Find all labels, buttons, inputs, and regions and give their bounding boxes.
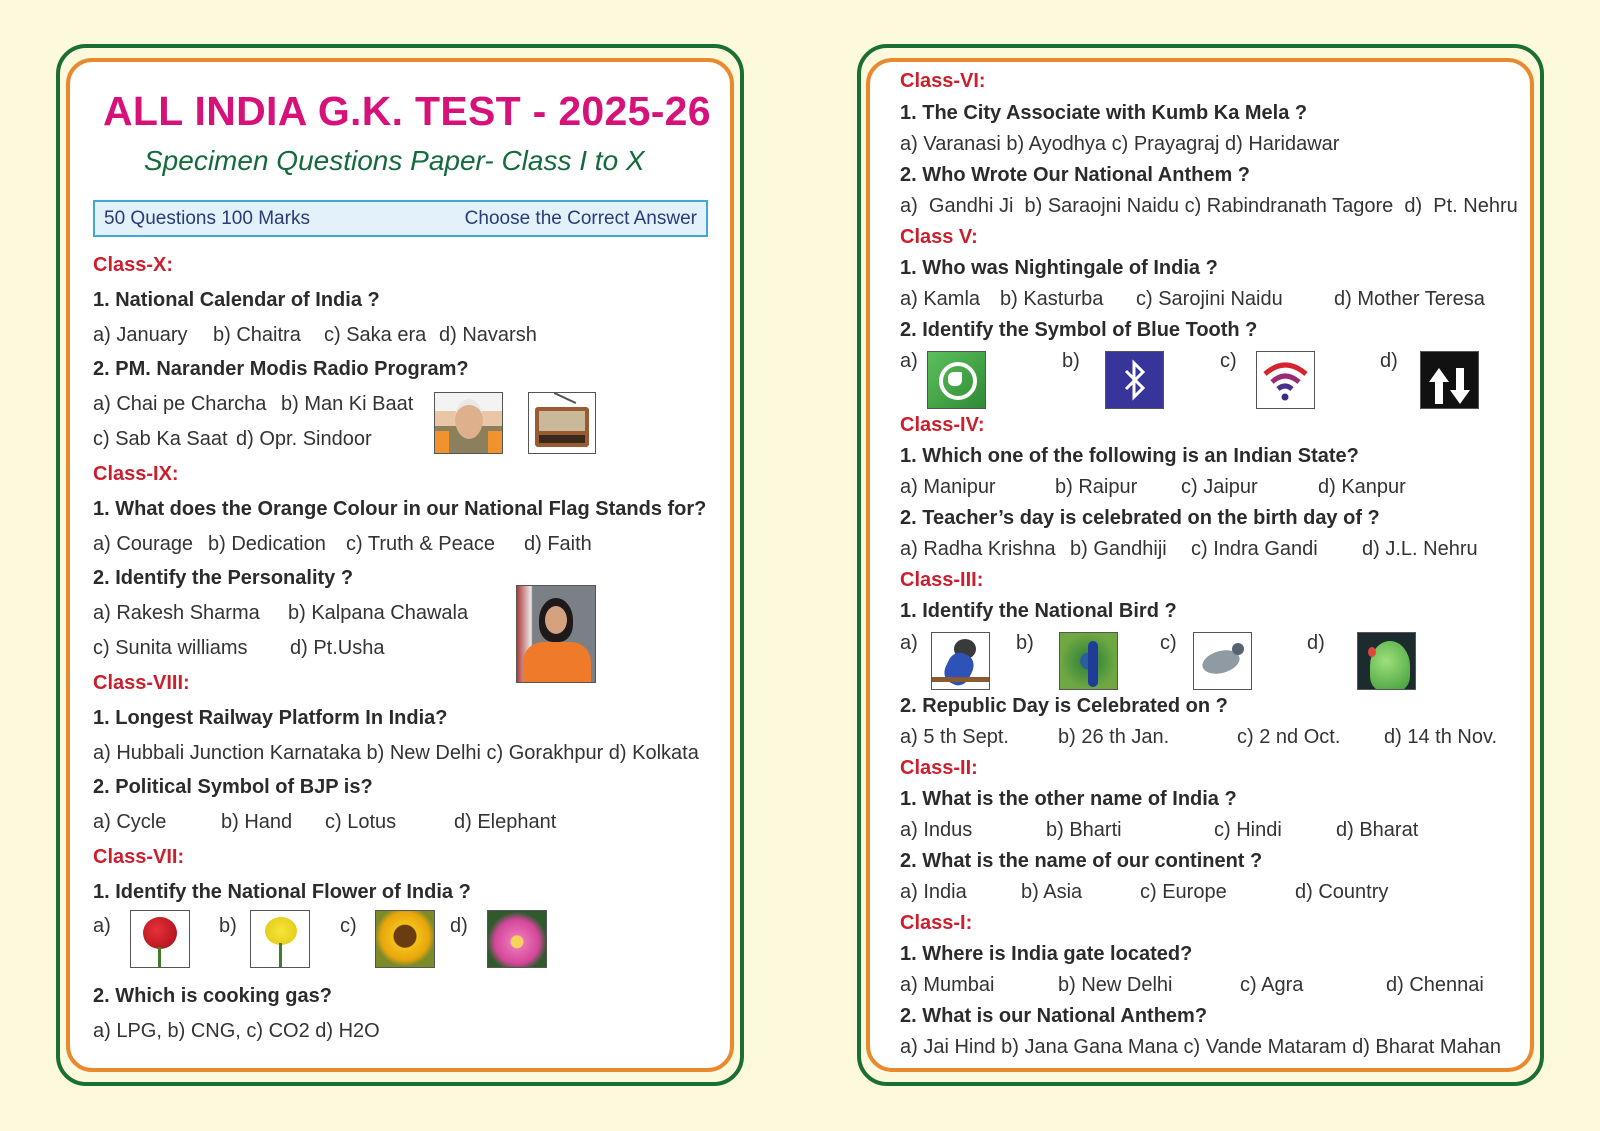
option: c) Sarojini Naidu	[1136, 288, 1283, 310]
astronaut-photo	[516, 585, 596, 683]
option-label: a)	[900, 350, 918, 372]
class-x-heading: Class-X:	[93, 254, 174, 276]
option: b) Asia	[1021, 881, 1083, 903]
whatsapp-icon	[927, 351, 986, 409]
option-label: b)	[1016, 632, 1034, 654]
info-box	[93, 200, 708, 237]
option: b) Gandhiji	[1070, 538, 1167, 560]
class-v-q1: 1. Who was Nightingale of India ?	[900, 257, 1218, 279]
option: d) Navarsh	[439, 324, 537, 346]
marks-info: 50 Questions 100 Marks	[104, 208, 310, 229]
class-iv-heading: Class-IV:	[900, 414, 985, 436]
option: b) Chaitra	[213, 324, 301, 346]
sunflower-image	[375, 910, 435, 968]
option: c) Europe	[1140, 881, 1227, 903]
class-vi-q2: 2. Who Wrote Our National Anthem ?	[900, 164, 1250, 186]
lily-image	[250, 910, 310, 968]
option: c) Jaipur	[1181, 476, 1258, 498]
option-label: b)	[1062, 350, 1080, 372]
class-i-q2: 2. What is our National Anthem?	[900, 1005, 1208, 1027]
option: a) Radha Krishna	[900, 538, 1056, 560]
option: b) 26 th Jan.	[1058, 726, 1170, 748]
option: c) Agra	[1240, 974, 1304, 996]
option: d) J.L. Nehru	[1362, 538, 1478, 560]
data-transfer-icon	[1420, 351, 1479, 409]
option-label: a)	[900, 632, 918, 654]
class-v-heading: Class V:	[900, 226, 978, 248]
option: b) New Delhi	[1058, 974, 1173, 996]
option: b) Kalpana Chawala	[288, 602, 469, 624]
class-ii-q1: 1. What is the other name of India ?	[900, 788, 1237, 810]
option-label: c)	[1160, 632, 1177, 654]
lovebird-image	[931, 632, 990, 690]
class-viii-q1: 1. Longest Railway Platform In India?	[93, 707, 448, 729]
narendra-modi-photo	[434, 392, 503, 454]
class-iv-q1: 1. Which one of the following is an Indian State?	[900, 445, 1359, 467]
option: c) Indra Gandi	[1191, 538, 1318, 560]
option: d) 14 th Nov.	[1384, 726, 1498, 748]
class-i-q1: 1. Where is India gate located?	[900, 943, 1193, 965]
option-label: c)	[340, 915, 357, 937]
class-ix-q2: 2. Identify the Personality ?	[93, 567, 354, 589]
option: b) Raipur	[1055, 476, 1138, 498]
option-label: d)	[1307, 632, 1325, 654]
option: c) Truth & Peace	[346, 533, 495, 555]
option: d) Chennai	[1386, 974, 1484, 996]
class-ii-q2: 2. What is the name of our continent ?	[900, 850, 1263, 872]
option: d) Kanpur	[1318, 476, 1406, 498]
lotus-image	[487, 910, 547, 968]
class-vi-q1: 1. The City Associate with Kumb Ka Mela ?	[900, 102, 1308, 124]
rose-image	[130, 910, 190, 968]
class-viii-heading: Class-VIII:	[93, 672, 190, 694]
option: b) Man Ki Baat	[281, 393, 414, 415]
option: a) January	[93, 324, 188, 346]
option: c) Sunita williams	[93, 637, 248, 659]
option: b) Dedication	[208, 533, 326, 555]
option: d) Bharat	[1336, 819, 1419, 841]
option: a) Courage	[93, 533, 194, 555]
option: d) Mother Teresa	[1334, 288, 1485, 310]
bluetooth-icon	[1105, 351, 1164, 409]
wifi-icon	[1256, 351, 1315, 409]
class-vii-q2: 2. Which is cooking gas?	[93, 985, 332, 1007]
option: a) Gandhi Ji b) Saraojni Naidu c) Rabindranath Tagore d) Pt. Nehru	[900, 195, 1518, 217]
class-ix-heading: Class-IX:	[93, 463, 179, 485]
option: c) Saka era	[324, 324, 427, 346]
option-label: d)	[450, 915, 468, 937]
option: a) Hubbali Junction Karnataka b) New Delhi c) Gorakhpur d) Kolkata	[93, 742, 699, 764]
option-label: d)	[1380, 350, 1398, 372]
option-label: b)	[219, 915, 237, 937]
class-iii-q2: 2. Republic Day is Celebrated on ?	[900, 695, 1228, 717]
class-vi-heading: Class-VI:	[900, 70, 986, 92]
option: d) Faith	[524, 533, 592, 555]
class-i-heading: Class-I:	[900, 912, 973, 934]
option: a) Kamla	[900, 288, 981, 310]
option: a) Mumbai	[900, 974, 995, 996]
option: b) Kasturba	[1000, 288, 1104, 310]
option: a) India	[900, 881, 967, 903]
option: a) Cycle	[93, 811, 167, 833]
option: c) Sab Ka Saat	[93, 428, 228, 450]
option: a) 5 th Sept.	[900, 726, 1009, 748]
option: a) Chai pe Charcha	[93, 393, 267, 415]
option: d) Elephant	[454, 811, 557, 833]
pigeon-image	[1193, 632, 1252, 690]
option: d) Pt.Usha	[290, 637, 385, 659]
option: a) Manipur	[900, 476, 996, 498]
class-ii-heading: Class-II:	[900, 757, 978, 779]
option: b) Hand	[221, 811, 293, 833]
option: a) Rakesh Sharma	[93, 602, 260, 624]
page-subtitle: Specimen Questions Paper- Class I to X	[144, 145, 645, 176]
option: a) LPG, b) CNG, c) CO2 d) H2O	[93, 1020, 380, 1042]
instruction-info: Choose the Correct Answer	[464, 208, 697, 229]
option: c) 2 nd Oct.	[1237, 726, 1341, 748]
option: c) Lotus	[325, 811, 397, 833]
option: a) Jai Hind b) Jana Gana Mana c) Vande Mataram d) Bharat Mahan	[900, 1036, 1502, 1058]
option-label: a)	[93, 915, 111, 937]
option: a) Varanasi b) Ayodhya c) Prayagraj d) Haridawar	[900, 133, 1340, 155]
class-vii-heading: Class-VII:	[93, 846, 185, 868]
class-ix-q1: 1. What does the Orange Colour in our National Flag Stands for?	[93, 498, 707, 520]
class-iii-q1: 1. Identify the National Bird ?	[900, 600, 1177, 622]
class-iii-heading: Class-III:	[900, 569, 984, 591]
class-viii-q2: 2. Political Symbol of BJP is?	[93, 776, 373, 798]
option: a) Indus	[900, 819, 973, 841]
option: c) Hindi	[1214, 819, 1282, 841]
option-label: c)	[1220, 350, 1237, 372]
class-vii-q1: 1. Identify the National Flower of India ?	[93, 881, 471, 903]
class-x-q2: 2. PM. Narander Modis Radio Program?	[93, 358, 469, 380]
class-x-q1: 1. National Calendar of India ?	[93, 289, 380, 311]
peacock-image	[1059, 632, 1118, 690]
option: d) Country	[1295, 881, 1389, 903]
page-title: ALL INDIA G.K. TEST - 2025-26	[103, 88, 711, 134]
vintage-radio-photo	[528, 392, 596, 454]
parrot-image	[1357, 632, 1416, 690]
option: b) Bharti	[1046, 819, 1122, 841]
class-v-q2: 2. Identify the Symbol of Blue Tooth ?	[900, 319, 1258, 341]
option: d) Opr. Sindoor	[236, 428, 372, 450]
class-iv-q2: 2. Teacher’s day is celebrated on the birth day of ?	[900, 507, 1380, 529]
